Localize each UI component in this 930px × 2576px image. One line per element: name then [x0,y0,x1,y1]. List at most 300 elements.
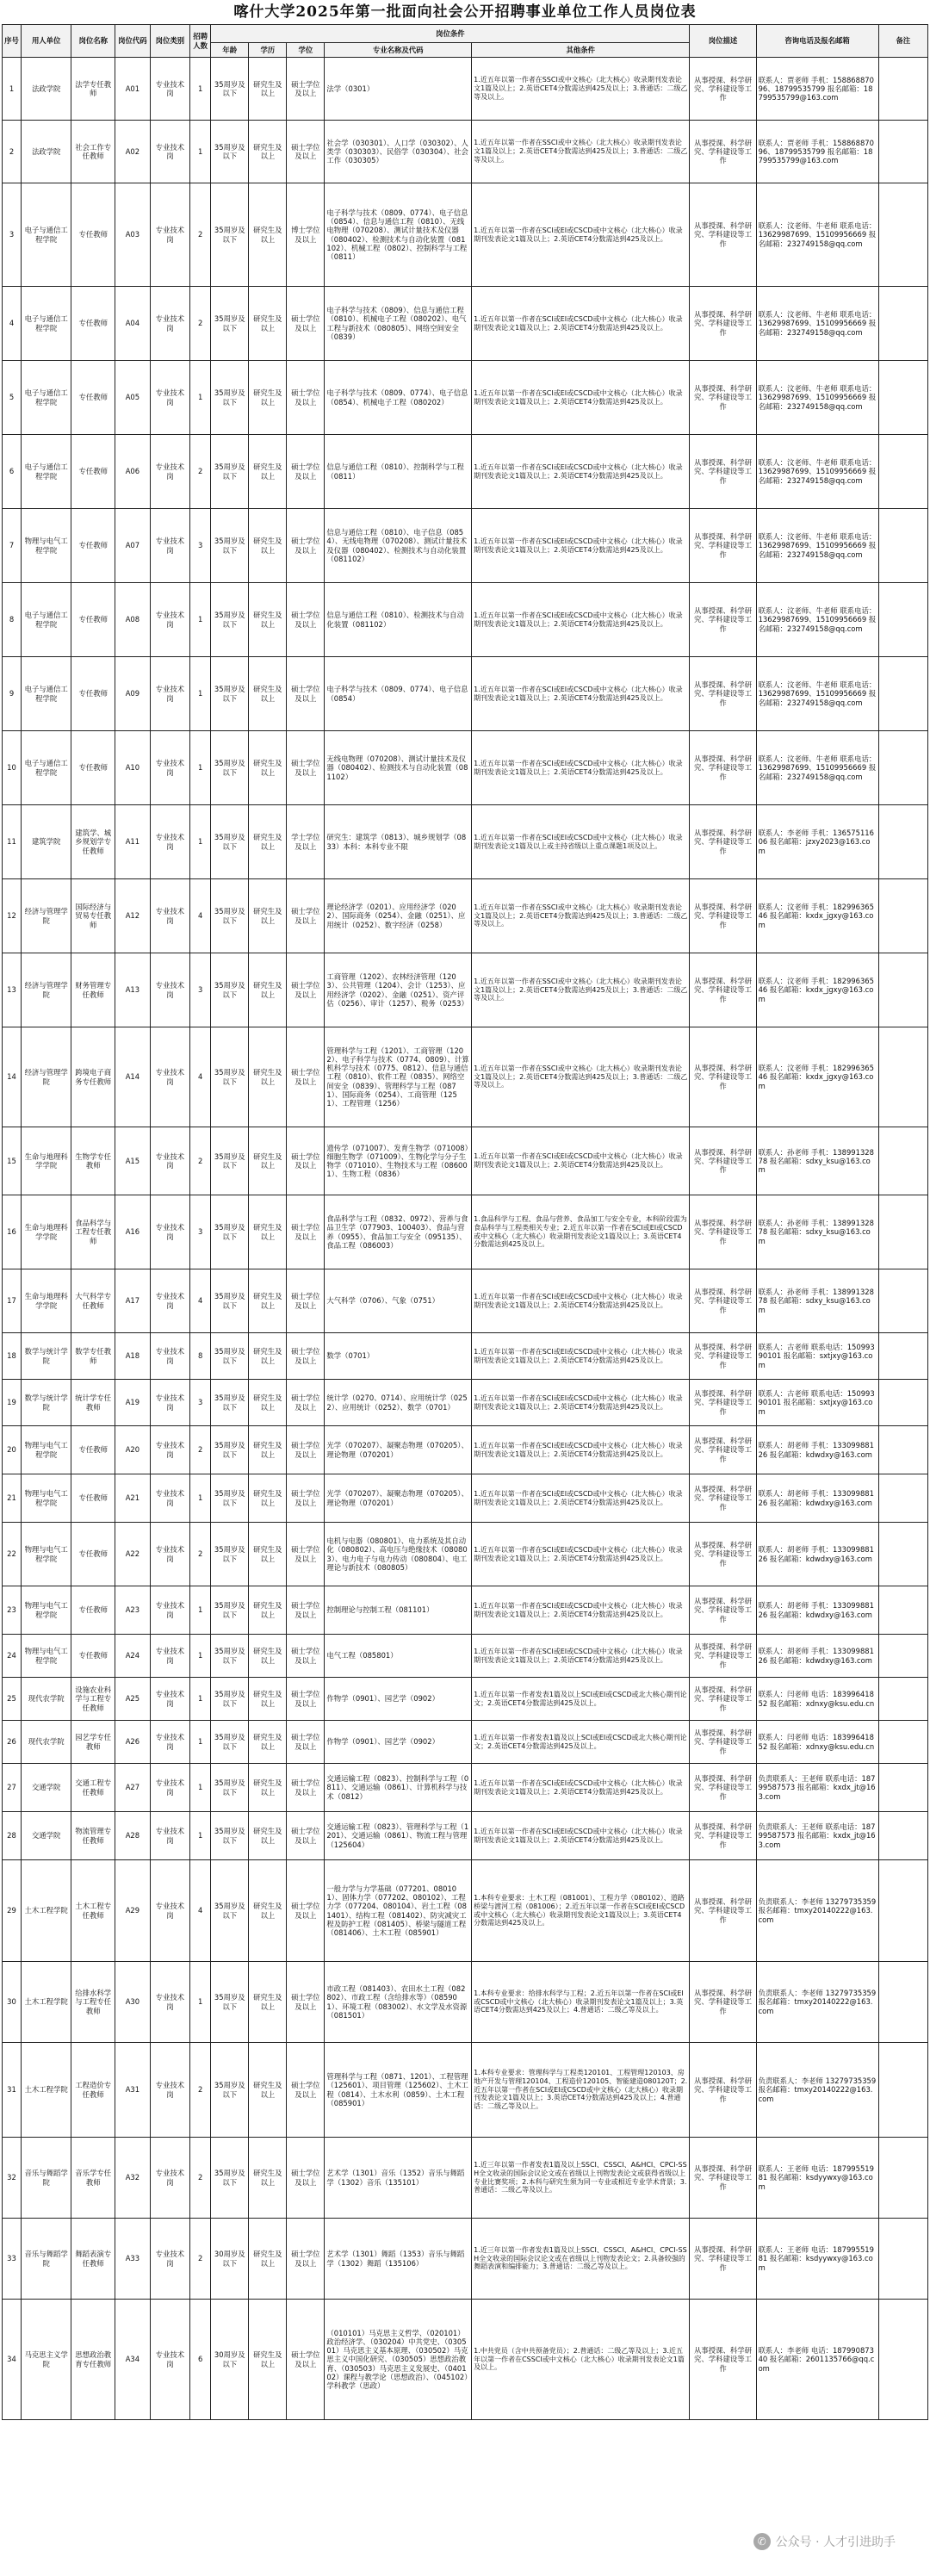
cell-desc: 从事授课、科学研究、学科建设等工作 [690,1027,756,1127]
cell-contact: 负责联系人：王老师 联系电话：18799587573 报名邮箱：kxdx_jt@163.com [756,1812,878,1860]
cell-edu: 研究生及以上 [249,2219,287,2300]
table-row [3,1764,928,1812]
cell-major: 电气工程（085801） [325,1635,472,1678]
cell-post-name: 专任教师 [71,183,115,287]
cell-edu: 研究生及以上 [249,2300,287,2420]
cell-contact: 联系人：汶老师、牛老师 联系电话：13629987699、15109956669 报名邮箱：232749158@qq.com [756,583,878,657]
cell-age: 35周岁及以下 [211,1195,249,1269]
cell-degree: 博士学位及以上 [287,183,325,287]
cell-post-name: 给排水科学与工程专任教师 [71,1962,115,2043]
cell-dept: 电子与通信工程学院 [22,287,71,361]
cell-desc: 从事授课、科学研究、学科建设等工作 [690,1586,756,1635]
cell-contact: 联系人：汶老师、牛老师 联系电话：13629987699、15109956669 报名邮箱：232749158@qq.com [756,509,878,583]
cell-edu: 研究生及以上 [249,1426,287,1474]
cell-age: 35周岁及以下 [211,1635,249,1678]
cell-age: 35周岁及以下 [211,583,249,657]
cell-contact: 联系人：闫老师 电话：18399641852 报名邮箱：xdnxy@ksu.edu.cn [756,1721,878,1764]
cell-seq: 31 [3,2043,22,2138]
cell-desc: 从事授课、科学研究、学科建设等工作 [690,731,756,805]
cell-post-name: 专任教师 [71,1523,115,1586]
cell-edu: 研究生及以上 [249,2043,287,2138]
cell-degree: 硕士学位及以上 [287,583,325,657]
cell-dept: 物理与电气工程学院 [22,509,71,583]
col-count: 招聘人数 [190,25,211,58]
cell-desc: 从事授课、科学研究、学科建设等工作 [690,435,756,509]
cell-post-code: A22 [115,1523,151,1586]
cell-age: 35周岁及以下 [211,361,249,435]
cell-edu: 研究生及以上 [249,1962,287,2043]
cell-post-code: A16 [115,1195,151,1269]
cell-seq: 29 [3,1860,22,1962]
cell-dept: 电子与通信工程学院 [22,361,71,435]
cell-post-name: 大气科学专任教师 [71,1269,115,1333]
cell-post-type: 专业技术岗 [150,1027,189,1127]
table-row [3,58,928,121]
cell-major: 艺术学（1301）音乐（1352）音乐与舞蹈学（1302）音乐（135101） [325,2138,472,2219]
cell-major: 艺术学（1301）舞蹈（1353）音乐与舞蹈学（1302）舞蹈（135106） [325,2219,472,2300]
cell-post-name: 舞蹈表演专任教师 [71,2219,115,2300]
cell-post-name: 专任教师 [71,657,115,731]
cell-major: 信息与通信工程（0810）、检测技术与自动化装置（081102） [325,583,472,657]
cell-dept: 土木工程学院 [22,1962,71,2043]
cell-contact: 联系人：汶老师、牛老师 联系电话：13629987699、15109956669 报名邮箱：232749158@qq.com [756,361,878,435]
cell-contact: 联系人：闫老师 电话：18399641852 报名邮箱：xdnxy@ksu.edu.cn [756,1678,878,1721]
cell-major: 法学（0301） [325,58,472,121]
cell-desc: 从事授课、科学研究、学科建设等工作 [690,2138,756,2219]
table-row [3,1380,928,1426]
cell-count: 2 [190,2219,211,2300]
cell-post-name: 数学专任教师 [71,1333,115,1380]
cell-edu: 研究生及以上 [249,805,287,879]
cell-post-type: 专业技术岗 [150,1812,189,1860]
cell-post-name: 专任教师 [71,287,115,361]
cell-dept: 现代农学院 [22,1721,71,1764]
cell-other: 1.本科专业要求：管理科学与工程类120101、工程管理120103、房地产开发与管理120104、工程造价120105、智能建造080120T；2.近五年以第一作者在SCI或EI或CSCD或中文核心（北大核心）收录期刊发表论文1篇及以上；3.英语CET4分数需达到425及以上；4.普通话：二级乙等及以上。 [472,2043,690,2138]
cell-other: 1.中共党员（含中共预备党员）；2.普通话：二级乙等及以上；3.近五年以第一作者在CSSCI或中文核心（北大核心）收录期刊发表论文1篇及以上。 [472,2300,690,2420]
table-row [3,1721,928,1764]
cell-post-code: A18 [115,1333,151,1380]
cell-post-type: 专业技术岗 [150,58,189,121]
cell-post-type: 专业技术岗 [150,361,189,435]
cell-other: 1.近五年以第一作者在SCI或EI或CSCD或中文核心（北大核心）收录期刊发表论文1篇及以上；2.英语CET4分数需达到425及以上。 [472,183,690,287]
cell-post-code: A26 [115,1721,151,1764]
cell-dept: 经济与管理学院 [22,953,71,1027]
cell-post-code: A31 [115,2043,151,2138]
cell-contact: 负责联系人：李老师 13279735359 报名邮箱：tmxy20140222@163.com [756,1860,878,1962]
cell-note [878,805,927,879]
cell-other: 1.近五年以第一作者发表1篇及以上SCI或EI或CSCD或北大核心期刊论文；2.英语CET4分数需达到425及以上。 [472,1721,690,1764]
cell-edu: 研究生及以上 [249,1678,287,1721]
cell-degree: 硕士学位及以上 [287,1426,325,1474]
cell-post-code: A09 [115,657,151,731]
cell-edu: 研究生及以上 [249,953,287,1027]
cell-other: 1.近五年以第一作者在SCI或EI或CSCD或中文核心（北大核心）收录期刊发表论文1篇及以上；2.英语CET4分数需达到425及以上。 [472,1586,690,1635]
col-degree: 学位 [287,43,325,58]
cell-post-name: 统计学专任教师 [71,1380,115,1426]
cell-post-type: 专业技术岗 [150,1764,189,1812]
cell-age: 30周岁及以下 [211,2300,249,2420]
cell-desc: 从事授课、科学研究、学科建设等工作 [690,1269,756,1333]
cell-post-type: 专业技术岗 [150,1523,189,1586]
cell-major: （010101）马克思主义哲学、（020101）政治经济学、（030204）中共党史、（030501）马克思主义基本原理、（030502）马克思主义中国化研究、（030505）思想政治教育、（030503）马克思主义发展史、（040102）课程与教学论（思想政治）、（045102）学科教学（思政） [325,2300,472,2420]
cell-age: 35周岁及以下 [211,731,249,805]
cell-desc: 从事授课、科学研究、学科建设等工作 [690,1635,756,1678]
cell-age: 35周岁及以下 [211,1764,249,1812]
cell-seq: 7 [3,509,22,583]
cell-note [878,1269,927,1333]
cell-post-code: A21 [115,1474,151,1523]
cell-count: 1 [190,731,211,805]
cell-edu: 研究生及以上 [249,183,287,287]
document-title: 喀什大学2025年第一批面向社会公开招聘事业单位工作人员岗位表 [233,3,697,21]
cell-post-name: 专任教师 [71,435,115,509]
cell-seq: 25 [3,1678,22,1721]
table-row [3,1523,928,1586]
col-post-code: 岗位代码 [115,25,151,58]
cell-degree: 硕士学位及以上 [287,1333,325,1380]
cell-post-name: 专任教师 [71,1586,115,1635]
cell-major: 作物学（0901）、园艺学（0902） [325,1721,472,1764]
cell-contact: 联系人：孙老师 手机：13899132878 报名邮箱：sdxy_ksu@163.com [756,1127,878,1195]
cell-age: 35周岁及以下 [211,435,249,509]
cell-count: 1 [190,1678,211,1721]
cell-edu: 研究生及以上 [249,509,287,583]
cell-edu: 研究生及以上 [249,1380,287,1426]
cell-seq: 24 [3,1635,22,1678]
cell-major: 一般力学与力学基础（077201、080101）、固体力学（077202、080102）、工程力学（077204、080104）、岩土工程（081401）、结构工程（081402）、防灾减灾工程及防护工程（081405）、桥梁与隧道工程（081406）、土木工程（085901） [325,1860,472,1962]
cell-desc: 从事授课、科学研究、学科建设等工作 [690,1812,756,1860]
cell-post-type: 专业技术岗 [150,509,189,583]
cell-dept: 数学与统计学院 [22,1333,71,1380]
cell-seq: 15 [3,1127,22,1195]
table-row [3,287,928,361]
cell-count: 3 [190,1380,211,1426]
cell-edu: 研究生及以上 [249,2138,287,2219]
cell-post-name: 思想政治教育专任教师 [71,2300,115,2420]
cell-dept: 电子与通信工程学院 [22,435,71,509]
cell-age: 35周岁及以下 [211,509,249,583]
cell-other: 1.近五年以第一作者在SCI或EI或CSCD或中文核心（北大核心）收录期刊发表论文1篇及以上；2.英语CET4分数需达到425及以上。 [472,361,690,435]
cell-age: 35周岁及以下 [211,1127,249,1195]
cell-contact: 联系人：汶老师 手机：18299636546 报名邮箱：kxdx_jgxy@163.com [756,953,878,1027]
cell-count: 1 [190,1721,211,1764]
cell-count: 1 [190,58,211,121]
cell-contact: 联系人：胡老师 手机：13309988126 报名邮箱：kdwdxy@163.com [756,1635,878,1678]
cell-post-type: 专业技术岗 [150,805,189,879]
table-row [3,183,928,287]
cell-age: 35周岁及以下 [211,1269,249,1333]
cell-seq: 11 [3,805,22,879]
cell-seq: 8 [3,583,22,657]
cell-age: 35周岁及以下 [211,1426,249,1474]
cell-post-code: A13 [115,953,151,1027]
cell-post-code: A01 [115,58,151,121]
cell-post-code: A14 [115,1027,151,1127]
cell-post-code: A12 [115,879,151,953]
cell-age: 35周岁及以下 [211,58,249,121]
cell-note [878,1586,927,1635]
cell-desc: 从事授课、科学研究、学科建设等工作 [690,953,756,1027]
cell-contact: 联系人：汶老师 手机：18299636546 报名邮箱：kxdx_jgxy@163.com [756,1027,878,1127]
cell-degree: 硕士学位及以上 [287,731,325,805]
cell-seq: 10 [3,731,22,805]
cell-other: 1.近五年以第一作者在SCI或EI或CSCD或中文核心（北大核心）收录期刊发表论文1篇及以上；2.英语CET4分数需达到425及以上。 [472,287,690,361]
cell-degree: 硕士学位及以上 [287,121,325,183]
cell-degree: 硕士学位及以上 [287,657,325,731]
cell-dept: 现代农学院 [22,1678,71,1721]
col-conditions-group: 岗位条件 [211,25,690,43]
cell-post-name: 专任教师 [71,509,115,583]
cell-post-type: 专业技术岗 [150,1269,189,1333]
cell-contact: 联系人：王老师 电话：18799551981 报名邮箱：ksdyywxy@163.com [756,2138,878,2219]
cell-edu: 研究生及以上 [249,1127,287,1195]
cell-count: 6 [190,2300,211,2420]
cell-other: 1.近五年以第一作者在SSCI或中文核心（北大核心）收录期刊发表论文1篇及以上；2.英语CET4分数需达到425及以上；3.普通话：二级乙等及以上。 [472,879,690,953]
cell-seq: 18 [3,1333,22,1380]
cell-edu: 研究生及以上 [249,1474,287,1523]
cell-desc: 从事授课、科学研究、学科建设等工作 [690,287,756,361]
cell-post-type: 专业技术岗 [150,657,189,731]
cell-post-type: 专业技术岗 [150,1426,189,1474]
cell-dept: 物理与电气工程学院 [22,1586,71,1635]
cell-note [878,1635,927,1678]
cell-desc: 从事授课、科学研究、学科建设等工作 [690,657,756,731]
cell-major: 作物学（0901）、园艺学（0902） [325,1678,472,1721]
cell-seq: 6 [3,435,22,509]
cell-note [878,1474,927,1523]
cell-post-name: 建筑学、城乡规划学专任教师 [71,805,115,879]
cell-post-type: 专业技术岗 [150,1127,189,1195]
cell-note [878,2219,927,2300]
table-row [3,1812,928,1860]
table-row [3,2219,928,2300]
cell-seq: 1 [3,58,22,121]
cell-contact: 联系人：胡老师 手机：13309988126 报名邮箱：kdwdxy@163.com [756,1474,878,1523]
cell-post-code: A10 [115,731,151,805]
cell-other: 1.近五年以第一作者在SSCI或中文核心（北大核心）收录期刊发表论文1篇及以上；2.英语CET4分数需达到425及以上；3.普通话：二级乙等及以上。 [472,58,690,121]
cell-post-type: 专业技术岗 [150,2300,189,2420]
cell-desc: 从事授课、科学研究、学科建设等工作 [690,2219,756,2300]
cell-desc: 从事授课、科学研究、学科建设等工作 [690,1474,756,1523]
cell-dept: 生命与地理科学学院 [22,1127,71,1195]
cell-count: 4 [190,1860,211,1962]
cell-count: 3 [190,953,211,1027]
cell-note [878,435,927,509]
cell-edu: 研究生及以上 [249,657,287,731]
cell-count: 4 [190,1027,211,1127]
col-seq: 序号 [3,25,22,58]
cell-age: 30周岁及以下 [211,2219,249,2300]
cell-contact: 联系人：王老师 电话：18799551981 报名邮箱：ksdyywxy@163.com [756,2219,878,2300]
cell-major: 社会学（030301）、人口学（030302）、人类学（030303）、民俗学（030304）、社会工作（030305） [325,121,472,183]
cell-note [878,1523,927,1586]
cell-other: 1.近五年以第一作者在SCI或EI或CSCD或中文核心（北大核心）收录期刊发表论文1篇及以上；2.英语CET4分数需达到425及以上。 [472,435,690,509]
cell-edu: 研究生及以上 [249,1333,287,1380]
cell-other: 1.本科专业要求：土木工程（081001）、工程力学（080102）、道路桥梁与渡河工程（081006）；2.近五年以第一作者在SCI或EI或CSCD或中文核心（北大核心）收录期刊发表论文1篇及以上；3.英语CET4分数需达到425及以上。 [472,1860,690,1962]
table-row [3,879,928,953]
cell-seq: 3 [3,183,22,287]
cell-count: 1 [190,1962,211,2043]
cell-major: 理论经济学（0201）、应用经济学（0202）、国际商务（0254）、金融（0251）、应用统计（0252）、数字经济（0258） [325,879,472,953]
cell-post-code: A05 [115,361,151,435]
cell-note [878,731,927,805]
cell-degree: 硕士学位及以上 [287,1380,325,1426]
cell-post-name: 物流管理专任教师 [71,1812,115,1860]
cell-degree: 硕士学位及以上 [287,58,325,121]
cell-degree: 硕士学位及以上 [287,2043,325,2138]
table-row [3,509,928,583]
cell-desc: 从事授课、科学研究、学科建设等工作 [690,2300,756,2420]
cell-contact: 联系人：胡老师 手机：13309988126 报名邮箱：kdwdxy@163.com [756,1586,878,1635]
cell-note [878,287,927,361]
cell-dept: 马克思主义学院 [22,2300,71,2420]
cell-edu: 研究生及以上 [249,1586,287,1635]
cell-count: 1 [190,121,211,183]
cell-contact: 联系人：孙老师 手机：13899132878 报名邮箱：sdxy_ksu@163.com [756,1195,878,1269]
cell-edu: 研究生及以上 [249,1764,287,1812]
cell-other: 1.近五年以第一作者在SCI或EI或CSCD或中文核心（北大核心）收录期刊发表论文1篇及以上；2.英语CET4分数需达到425及以上。 [472,1380,690,1426]
cell-degree: 硕士学位及以上 [287,953,325,1027]
cell-count: 8 [190,1333,211,1380]
cell-contact: 联系人：胡老师 手机：13309988126 报名邮箱：kdwdxy@163.com [756,1426,878,1474]
cell-post-type: 专业技术岗 [150,953,189,1027]
cell-major: 市政工程（081403）、农田水土工程（082802）、市政工程（含给排水等）（085901）、环境工程（083002）、水文学及水资源（081501） [325,1962,472,2043]
cell-note [878,183,927,287]
cell-note [878,1962,927,2043]
cell-post-type: 专业技术岗 [150,583,189,657]
cell-count: 1 [190,805,211,879]
cell-seq: 14 [3,1027,22,1127]
cell-other: 1.近五年以第一作者在SCI或EI或CSCD或中文核心（北大核心）收录期刊发表论文1篇及以上；2.英语CET4分数需达到425及以上。 [472,583,690,657]
cell-post-type: 专业技术岗 [150,2138,189,2219]
cell-other: 1.近五年以第一作者在SCI或EI或CSCD或中文核心（北大核心）收录期刊发表论文1篇及以上；2.英语CET4分数需达到425及以上。 [472,1474,690,1523]
table-row [3,1195,928,1269]
cell-post-code: A24 [115,1635,151,1678]
cell-post-type: 专业技术岗 [150,1678,189,1721]
cell-major: 无线电物理（070208）、测试计量技术及仪器（080402）、检测技术与自动化装置（081102） [325,731,472,805]
cell-seq: 4 [3,287,22,361]
cell-edu: 研究生及以上 [249,121,287,183]
cell-age: 35周岁及以下 [211,1962,249,2043]
cell-post-type: 专业技术岗 [150,1195,189,1269]
cell-note [878,2138,927,2219]
cell-note [878,58,927,121]
cell-desc: 从事授课、科学研究、学科建设等工作 [690,1678,756,1721]
cell-post-name: 专任教师 [71,731,115,805]
cell-major: 电子科学与技术（0809、0774）、电子信息（0854） [325,657,472,731]
cell-other: 1.近五年以第一作者在SCI或EI或CSCD或中文核心（北大核心）收录期刊发表论文1篇及以上；2.英语CET4分数需达到425及以上。 [472,1127,690,1195]
cell-major: 遗传学（071007）、发育生物学（071008）细胞生物学（071009）、生物化学与分子生物学（071010）、生物技术与工程（086001）、生物工程（0836） [325,1127,472,1195]
cell-seq: 27 [3,1764,22,1812]
cell-other: 1.近五年以第一作者在SCI或EI或CSCD或中文核心（北大核心）收录期刊发表论文1篇及以上；2.英语CET4分数需达到425及以上。 [472,1333,690,1380]
cell-note [878,361,927,435]
table-row [3,361,928,435]
cell-degree: 硕士学位及以上 [287,1678,325,1721]
cell-count: 2 [190,2138,211,2219]
cell-post-code: A03 [115,183,151,287]
cell-post-name: 园艺学专任教师 [71,1721,115,1764]
cell-other: 1.近五年以第一作者在SSCI或中文核心（北大核心）收录期刊发表论文1篇及以上；2.英语CET4分数需达到425及以上；3.普通话：二级乙等及以上。 [472,953,690,1027]
cell-post-code: A04 [115,287,151,361]
cell-desc: 从事授课、科学研究、学科建设等工作 [690,1195,756,1269]
cell-post-name: 土木工程专任教师 [71,1860,115,1962]
cell-desc: 从事授课、科学研究、学科建设等工作 [690,805,756,879]
cell-post-name: 跨境电子商务专任教师 [71,1027,115,1127]
cell-dept: 法政学院 [22,58,71,121]
cell-seq: 16 [3,1195,22,1269]
cell-major: 管理科学与工程（1201）、工商管理（1202）、电子科学与技术（0774、0809）、计算机科学与技术（0775、0812）、信息与通信工程（0810）、软件工程（0835）、网络空间安全（0839）、管理科学与工程（0871）、国际商务（0254）、工商管理（1251）、工程管理（1256） [325,1027,472,1127]
cell-edu: 研究生及以上 [249,1860,287,1962]
cell-major: 电机与电器（080801）、电力系统及其自动化（080802）、高电压与绝缘技术（080803）、电力电子与电力传动（080804）、电工理论与新技术（080805） [325,1523,472,1586]
cell-contact: 联系人：贾老师 手机：15886887096、18799535799 报名邮箱：18799535799@163.com [756,58,878,121]
cell-count: 1 [190,1474,211,1523]
cell-other: 1.近五年以第一作者在SCI或EI或CSCD或中文核心（北大核心）收录期刊发表论文1篇及以上；2.英语CET4分数需达到425及以上。 [472,657,690,731]
cell-post-type: 专业技术岗 [150,2043,189,2138]
cell-post-type: 专业技术岗 [150,183,189,287]
cell-post-name: 专任教师 [71,1474,115,1523]
cell-post-type: 专业技术岗 [150,1860,189,1962]
cell-desc: 从事授课、科学研究、学科建设等工作 [690,121,756,183]
cell-post-name: 生物学专任教师 [71,1127,115,1195]
table-body [3,58,928,2420]
cell-dept: 音乐与舞蹈学院 [22,2219,71,2300]
cell-seq: 21 [3,1474,22,1523]
cell-note [878,509,927,583]
cell-other: 1.近五年以第一作者发表1篇及以上SCI或EI或CSCD或北大核心期刊论文；2.英语CET4分数需达到425及以上。 [472,1678,690,1721]
cell-other: 1.近五年以第一作者在SCI或EI或CSCD或中文核心（北大核心）收录期刊发表论文1篇及以上；2.英语CET4分数需达到425及以上。 [472,1426,690,1474]
cell-other: 1.近五年以第一作者在SCI或EI或CSCD或中文核心（北大核心）收录期刊发表论文1篇及以上；2.英语CET4分数需达到425及以上。 [472,731,690,805]
cell-post-type: 专业技术岗 [150,2219,189,2300]
table-row [3,1127,928,1195]
cell-major: 控制理论与控制工程（081101） [325,1586,472,1635]
cell-seq: 28 [3,1812,22,1860]
cell-count: 1 [190,1812,211,1860]
col-edu: 学历 [249,43,287,58]
cell-contact: 联系人：汶老师、牛老师 联系电话：13629987699、15109956669 报名邮箱：232749158@qq.com [756,731,878,805]
cell-major: 食品科学与工程（0832、0972）、营养与食品卫生学（077903、100403）、食品与营养（0955）、食品加工与安全（095135）、食品工程（086003） [325,1195,472,1269]
cell-age: 35周岁及以下 [211,183,249,287]
table-row [3,657,928,731]
cell-degree: 硕士学位及以上 [287,1721,325,1764]
cell-post-name: 食品科学与工程专任教师 [71,1195,115,1269]
cell-desc: 从事授课、科学研究、学科建设等工作 [690,183,756,287]
cell-contact: 联系人：胡老师 手机：13309988126 报名邮箱：kdwdxy@163.com [756,1523,878,1586]
cell-post-code: A32 [115,2138,151,2219]
cell-post-type: 专业技术岗 [150,121,189,183]
col-major: 专业名称及代码 [325,43,472,58]
cell-other: 1.近五年以第一作者在SSCI或中文核心（北大核心）收录期刊发表论文1篇及以上；2.英语CET4分数需达到425及以上；3.普通话：二级乙等及以上。 [472,121,690,183]
cell-degree: 硕士学位及以上 [287,1127,325,1195]
cell-note [878,2300,927,2420]
cell-note [878,1027,927,1127]
table-row [3,583,928,657]
cell-note [878,1860,927,1962]
cell-desc: 从事授课、科学研究、学科建设等工作 [690,1380,756,1426]
col-note: 备注 [878,25,927,58]
cell-desc: 从事授课、科学研究、学科建设等工作 [690,361,756,435]
table-header [3,25,928,58]
cell-degree: 硕士学位及以上 [287,1764,325,1812]
cell-post-code: A11 [115,805,151,879]
cell-dept: 生命与地理科学学院 [22,1269,71,1333]
cell-edu: 研究生及以上 [249,879,287,953]
cell-dept: 电子与通信工程学院 [22,657,71,731]
cell-age: 35周岁及以下 [211,287,249,361]
cell-dept: 经济与管理学院 [22,879,71,953]
cell-degree: 硕士学位及以上 [287,509,325,583]
table-row [3,435,928,509]
cell-contact: 联系人：贾老师 手机：15886887096、18799535799 报名邮箱：18799535799@163.com [756,121,878,183]
